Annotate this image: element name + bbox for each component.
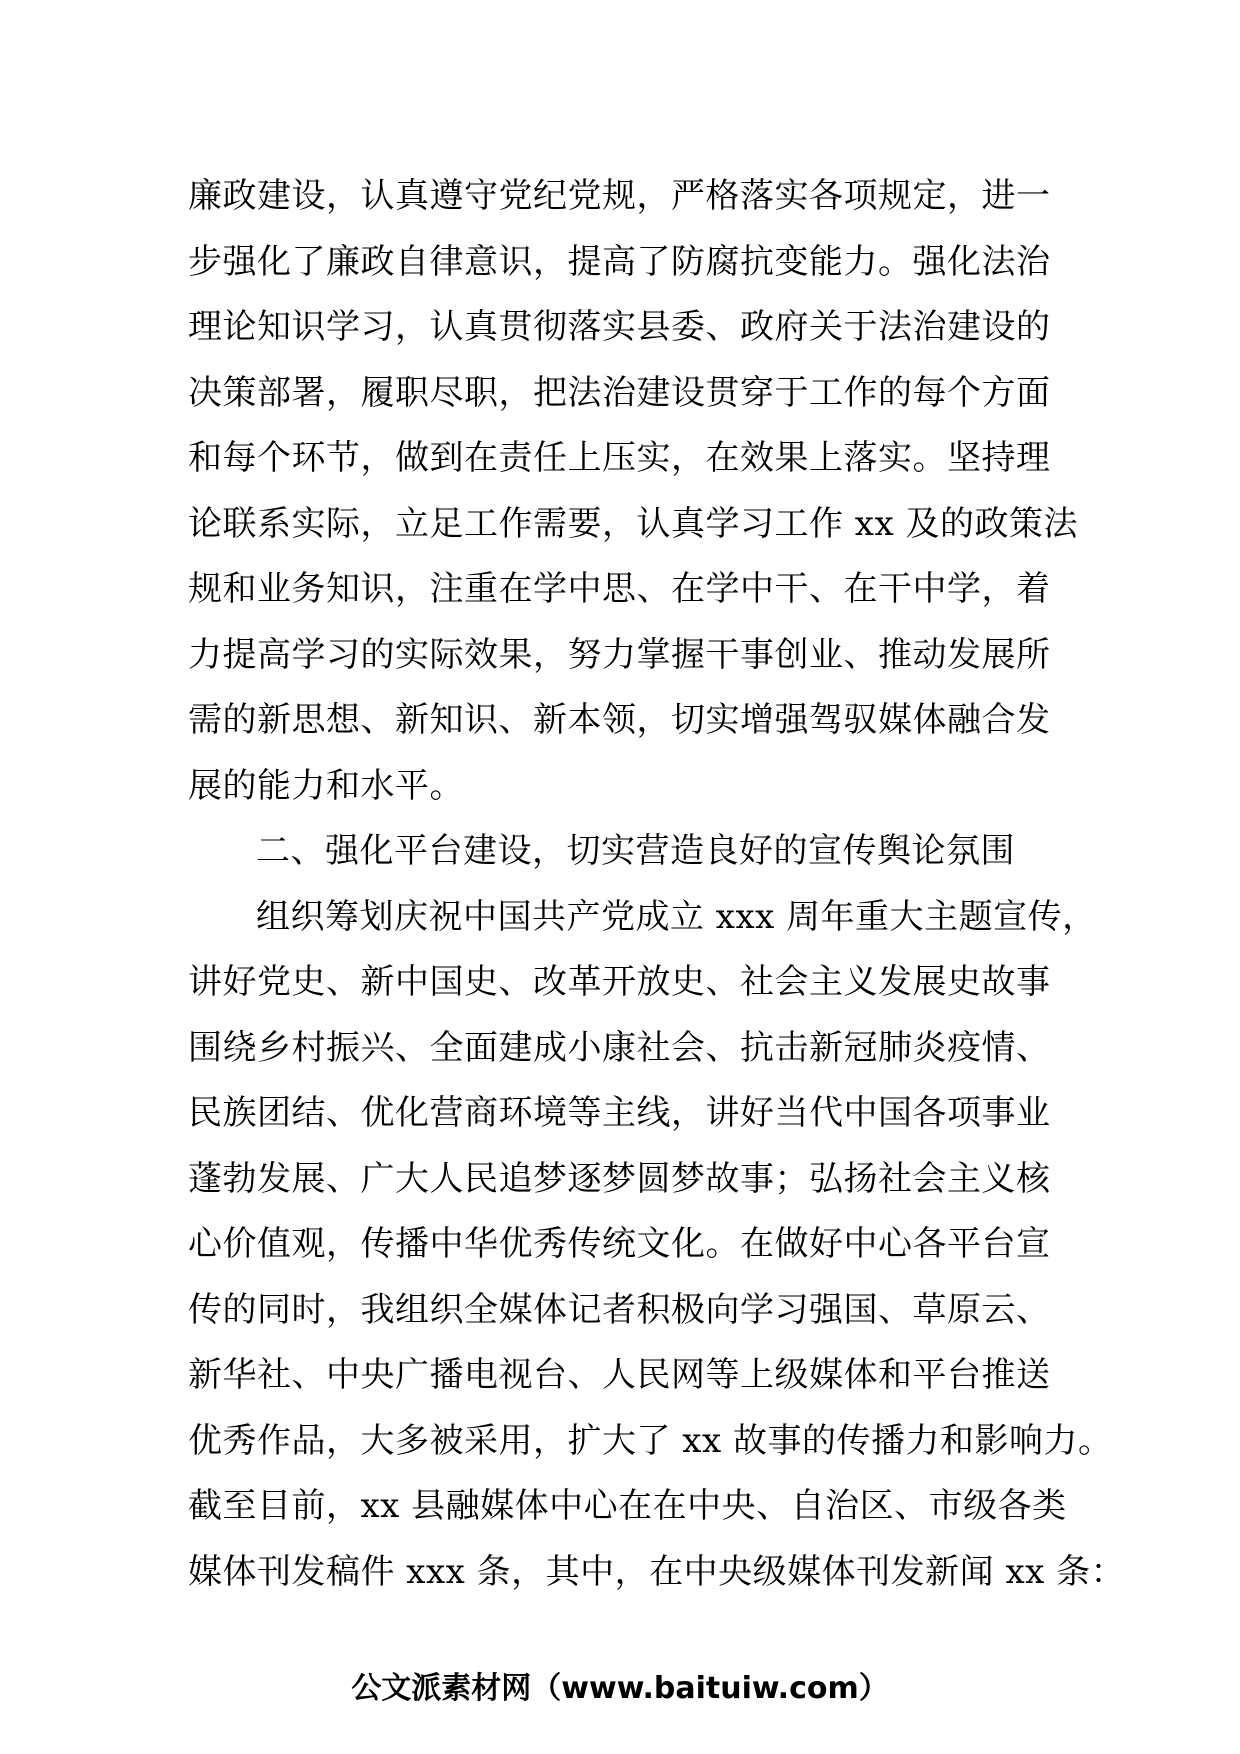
paragraph-line: 心价值观，传播中华优秀传统文化。在做好中心各平台宣 xyxy=(188,1224,1051,1264)
paragraph-line: 廉政建设，认真遵守党纪党规，严格落实各项规定，进一 xyxy=(188,176,1051,216)
paragraph-line: 规和业务知识，注重在学中思、在学中干、在干中学，着 xyxy=(188,569,1051,609)
paragraph-line: 截至目前，xx 县融媒体中心在在中央、自治区、市级各类 xyxy=(188,1486,1067,1526)
paragraph-line: 论联系实际，立足工作需要，认真学习工作 xx 及的政策法 xyxy=(188,503,1078,544)
paragraph-line: 展的能力和水平。 xyxy=(188,765,464,806)
paragraph-line: 优秀作品，大多被采用，扩大了 xx 故事的传播力和影响力。 xyxy=(188,1420,1113,1461)
paragraph-line: 媒体刊发稿件 xxx 条，其中，在中央级媒体刊发新闻 xx 条： xyxy=(188,1551,1126,1592)
paragraph-line: 蓬勃发展、广大人民追梦逐梦圆梦故事；弘扬社会主义核 xyxy=(188,1158,1051,1199)
paragraph-line: 讲好党史、新中国史、改革开放史、社会主义发展史故事 xyxy=(188,962,1051,1002)
document-body xyxy=(188,164,1126,1605)
paragraph-line: 需的新思想、新知识、新本领，切实增强驾驭媒体融合发 xyxy=(188,700,1051,740)
paragraph-line: 和每个环节，做到在责任上压实，在效果上落实。坚持理 xyxy=(188,438,1051,478)
paragraph-line-indented: 组织筹划庆祝中国共产党成立 xxx 周年重大主题宣传， xyxy=(256,896,1097,937)
paragraph-line: 步强化了廉政自律意识，提高了防腐抗变能力。强化法治 xyxy=(188,241,1051,282)
paragraph-line-indented: 二、强化平台建设，切实营造良好的宣传舆论氛围 xyxy=(256,831,1015,871)
paragraph-line: 新华社、中央广播电视台、人民网等上级媒体和平台推送 xyxy=(188,1355,1051,1395)
paragraph-line: 传的同时，我组织全媒体记者积极向学习强国、草原云、 xyxy=(188,1289,1051,1330)
paragraph-line: 决策部署，履职尽职，把法治建设贯穿于工作的每个方面 xyxy=(188,372,1051,413)
footer-watermark: 公文派素材网（www.baituiw.com） xyxy=(351,1671,889,1706)
paragraph-line: 力提高学习的实际效果，努力掌握干事创业、推动发展所 xyxy=(188,634,1051,675)
paragraph-line: 理论知识学习，认真贯彻落实县委、政府关于法治建设的 xyxy=(188,307,1051,347)
paragraph-line: 围绕乡村振兴、全面建成小康社会、抗击新冠肺炎疫情、 xyxy=(188,1027,1051,1068)
paragraph-line: 民族团结、优化营商环境等主线，讲好当代中国各项事业 xyxy=(188,1093,1051,1133)
